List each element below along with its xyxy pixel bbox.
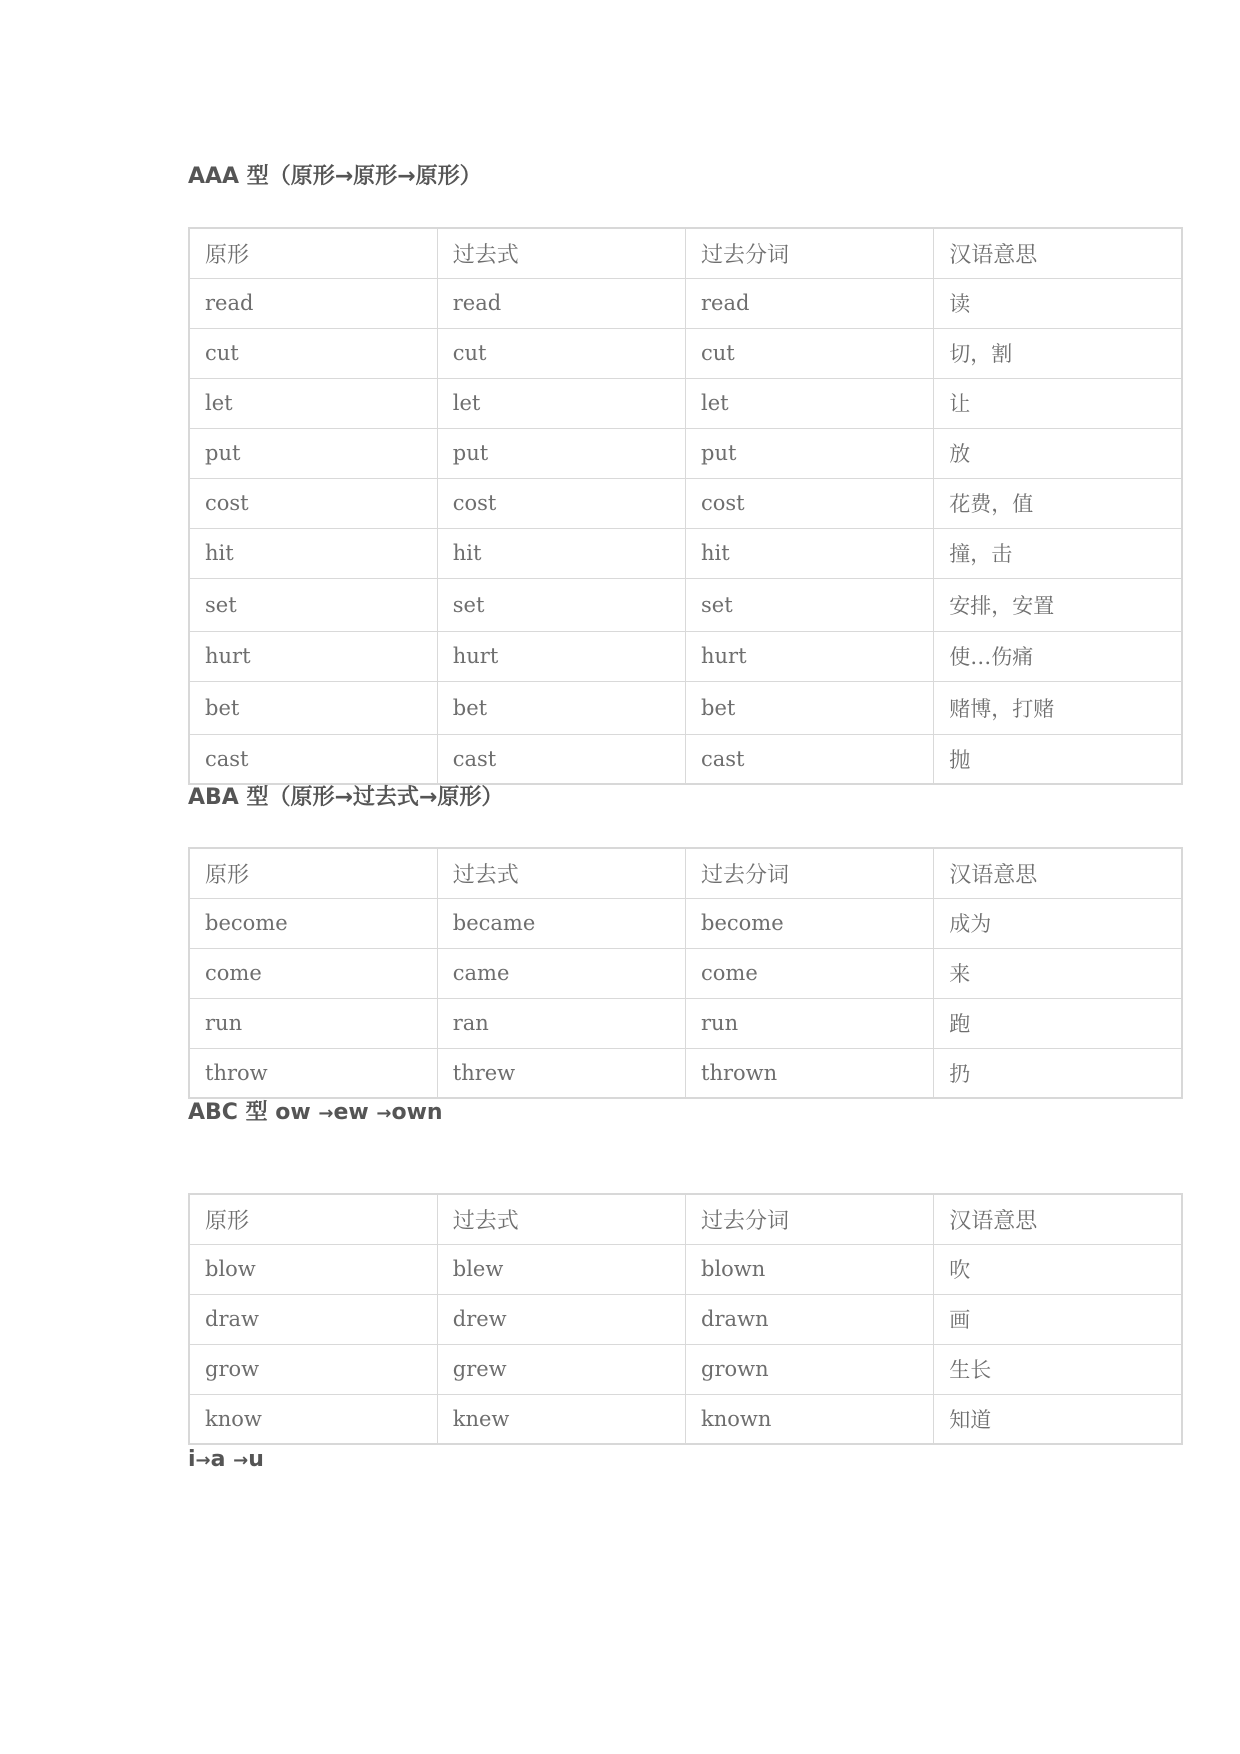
table-cell: 扔 — [934, 1048, 1182, 1098]
verb-table-aba — [188, 847, 1183, 1099]
table-cell: cut — [437, 328, 685, 378]
table-header-row — [189, 1194, 1182, 1244]
table-cell: 画 — [934, 1294, 1182, 1344]
table-cell: known — [686, 1394, 934, 1444]
table-cell: thrown — [686, 1048, 934, 1098]
table-cell: cost — [686, 478, 934, 528]
column-header: 过去分词 — [686, 848, 934, 898]
table-cell: throw — [189, 1048, 437, 1098]
table-cell: blow — [189, 1244, 437, 1294]
table-cell: 来 — [934, 948, 1182, 998]
table-cell: hit — [437, 528, 685, 578]
table-cell: hurt — [686, 631, 934, 681]
table-cell: 赌博，打赌 — [934, 681, 1182, 734]
column-header: 原形 — [189, 228, 437, 278]
table-cell: know — [189, 1394, 437, 1444]
table-cell: grown — [686, 1344, 934, 1394]
table-row — [189, 1294, 1182, 1344]
table-cell: ran — [437, 998, 685, 1048]
table-row — [189, 528, 1182, 578]
table-cell: become — [686, 898, 934, 948]
table-cell: drew — [437, 1294, 685, 1344]
table-cell: threw — [437, 1048, 685, 1098]
column-header: 汉语意思 — [934, 848, 1182, 898]
table-cell: become — [189, 898, 437, 948]
table-cell: set — [437, 578, 685, 631]
table-cell: 切，割 — [934, 328, 1182, 378]
column-header: 过去式 — [437, 848, 685, 898]
verb-table-aaa — [188, 227, 1183, 785]
table-row — [189, 1344, 1182, 1394]
table-cell: grow — [189, 1344, 437, 1394]
table-cell: cast — [189, 734, 437, 784]
table-cell: 生长 — [934, 1344, 1182, 1394]
table-cell: 跑 — [934, 998, 1182, 1048]
table-cell: run — [189, 998, 437, 1048]
arrow-icon: → — [376, 1103, 392, 1124]
table-row — [189, 328, 1182, 378]
table-cell: read — [437, 278, 685, 328]
arrow-icon: → — [195, 1450, 211, 1471]
table-cell: 让 — [934, 378, 1182, 428]
table-cell: cost — [437, 478, 685, 528]
heading-text: ABC 型 ow — [188, 1100, 319, 1125]
table-cell: come — [686, 948, 934, 998]
table-row — [189, 428, 1182, 478]
column-header: 过去式 — [437, 1194, 685, 1244]
table-header-row — [189, 848, 1182, 898]
heading-text: ew — [333, 1100, 377, 1125]
table-cell: let — [686, 378, 934, 428]
table-cell: hit — [686, 528, 934, 578]
table-cell: 撞，击 — [934, 528, 1182, 578]
table-row — [189, 1244, 1182, 1294]
table-cell: put — [189, 428, 437, 478]
table-cell: drawn — [686, 1294, 934, 1344]
table-row — [189, 898, 1182, 948]
table-row — [189, 631, 1182, 681]
table-cell: 花费，值 — [934, 478, 1182, 528]
table-cell: grew — [437, 1344, 685, 1394]
table-cell: cost — [189, 478, 437, 528]
column-header: 过去分词 — [686, 228, 934, 278]
table-cell: draw — [189, 1294, 437, 1344]
table-cell: bet — [437, 681, 685, 734]
table-cell: set — [189, 578, 437, 631]
table-row — [189, 948, 1182, 998]
table-row — [189, 278, 1182, 328]
column-header: 过去分词 — [686, 1194, 934, 1244]
table-row — [189, 578, 1182, 631]
table-row — [189, 478, 1182, 528]
table-row — [189, 1394, 1182, 1444]
table-cell: 使…伤痛 — [934, 631, 1182, 681]
table-cell: knew — [437, 1394, 685, 1444]
table-cell: cut — [686, 328, 934, 378]
table-row — [189, 1048, 1182, 1098]
heading-text: own — [391, 1100, 443, 1125]
table-cell: hit — [189, 528, 437, 578]
table-cell: let — [189, 378, 437, 428]
table-cell: 吹 — [934, 1244, 1182, 1294]
table-row — [189, 378, 1182, 428]
table-cell: bet — [189, 681, 437, 734]
section-heading-i-a-u — [188, 1449, 264, 1471]
table-cell: bet — [686, 681, 934, 734]
table-cell: set — [686, 578, 934, 631]
table-cell: let — [437, 378, 685, 428]
table-cell: cast — [437, 734, 685, 784]
table-cell: 知道 — [934, 1394, 1182, 1444]
table-row — [189, 681, 1182, 734]
table-cell: cut — [189, 328, 437, 378]
table-cell: blown — [686, 1244, 934, 1294]
table-cell: hurt — [189, 631, 437, 681]
column-header: 原形 — [189, 848, 437, 898]
column-header: 原形 — [189, 1194, 437, 1244]
section-heading-aaa: AAA 型（原形→原形→原形） — [188, 164, 482, 189]
table-row — [189, 998, 1182, 1048]
column-header: 过去式 — [437, 228, 685, 278]
table-cell: hurt — [437, 631, 685, 681]
table-cell: 安排，安置 — [934, 578, 1182, 631]
verb-table-abc — [188, 1193, 1183, 1445]
heading-text: i — [188, 1447, 196, 1472]
table-cell: 抛 — [934, 734, 1182, 784]
table-row — [189, 734, 1182, 784]
table-cell: became — [437, 898, 685, 948]
table-cell: come — [189, 948, 437, 998]
table-cell: cast — [686, 734, 934, 784]
arrow-icon: → — [318, 1103, 334, 1124]
heading-text: a — [210, 1447, 234, 1472]
table-cell: put — [437, 428, 685, 478]
table-cell: 放 — [934, 428, 1182, 478]
table-cell: blew — [437, 1244, 685, 1294]
table-cell: 读 — [934, 278, 1182, 328]
table-cell: 成为 — [934, 898, 1182, 948]
table-cell: read — [189, 278, 437, 328]
table-cell: put — [686, 428, 934, 478]
table-cell: read — [686, 278, 934, 328]
arrow-icon: → — [233, 1450, 249, 1471]
table-cell: came — [437, 948, 685, 998]
table-cell: run — [686, 998, 934, 1048]
column-header: 汉语意思 — [934, 228, 1182, 278]
heading-text: u — [248, 1447, 264, 1472]
section-heading-aba: ABA 型（原形→过去式→原形） — [188, 785, 504, 810]
column-header: 汉语意思 — [934, 1194, 1182, 1244]
table-header-row — [189, 228, 1182, 278]
section-heading-abc — [188, 1102, 443, 1124]
